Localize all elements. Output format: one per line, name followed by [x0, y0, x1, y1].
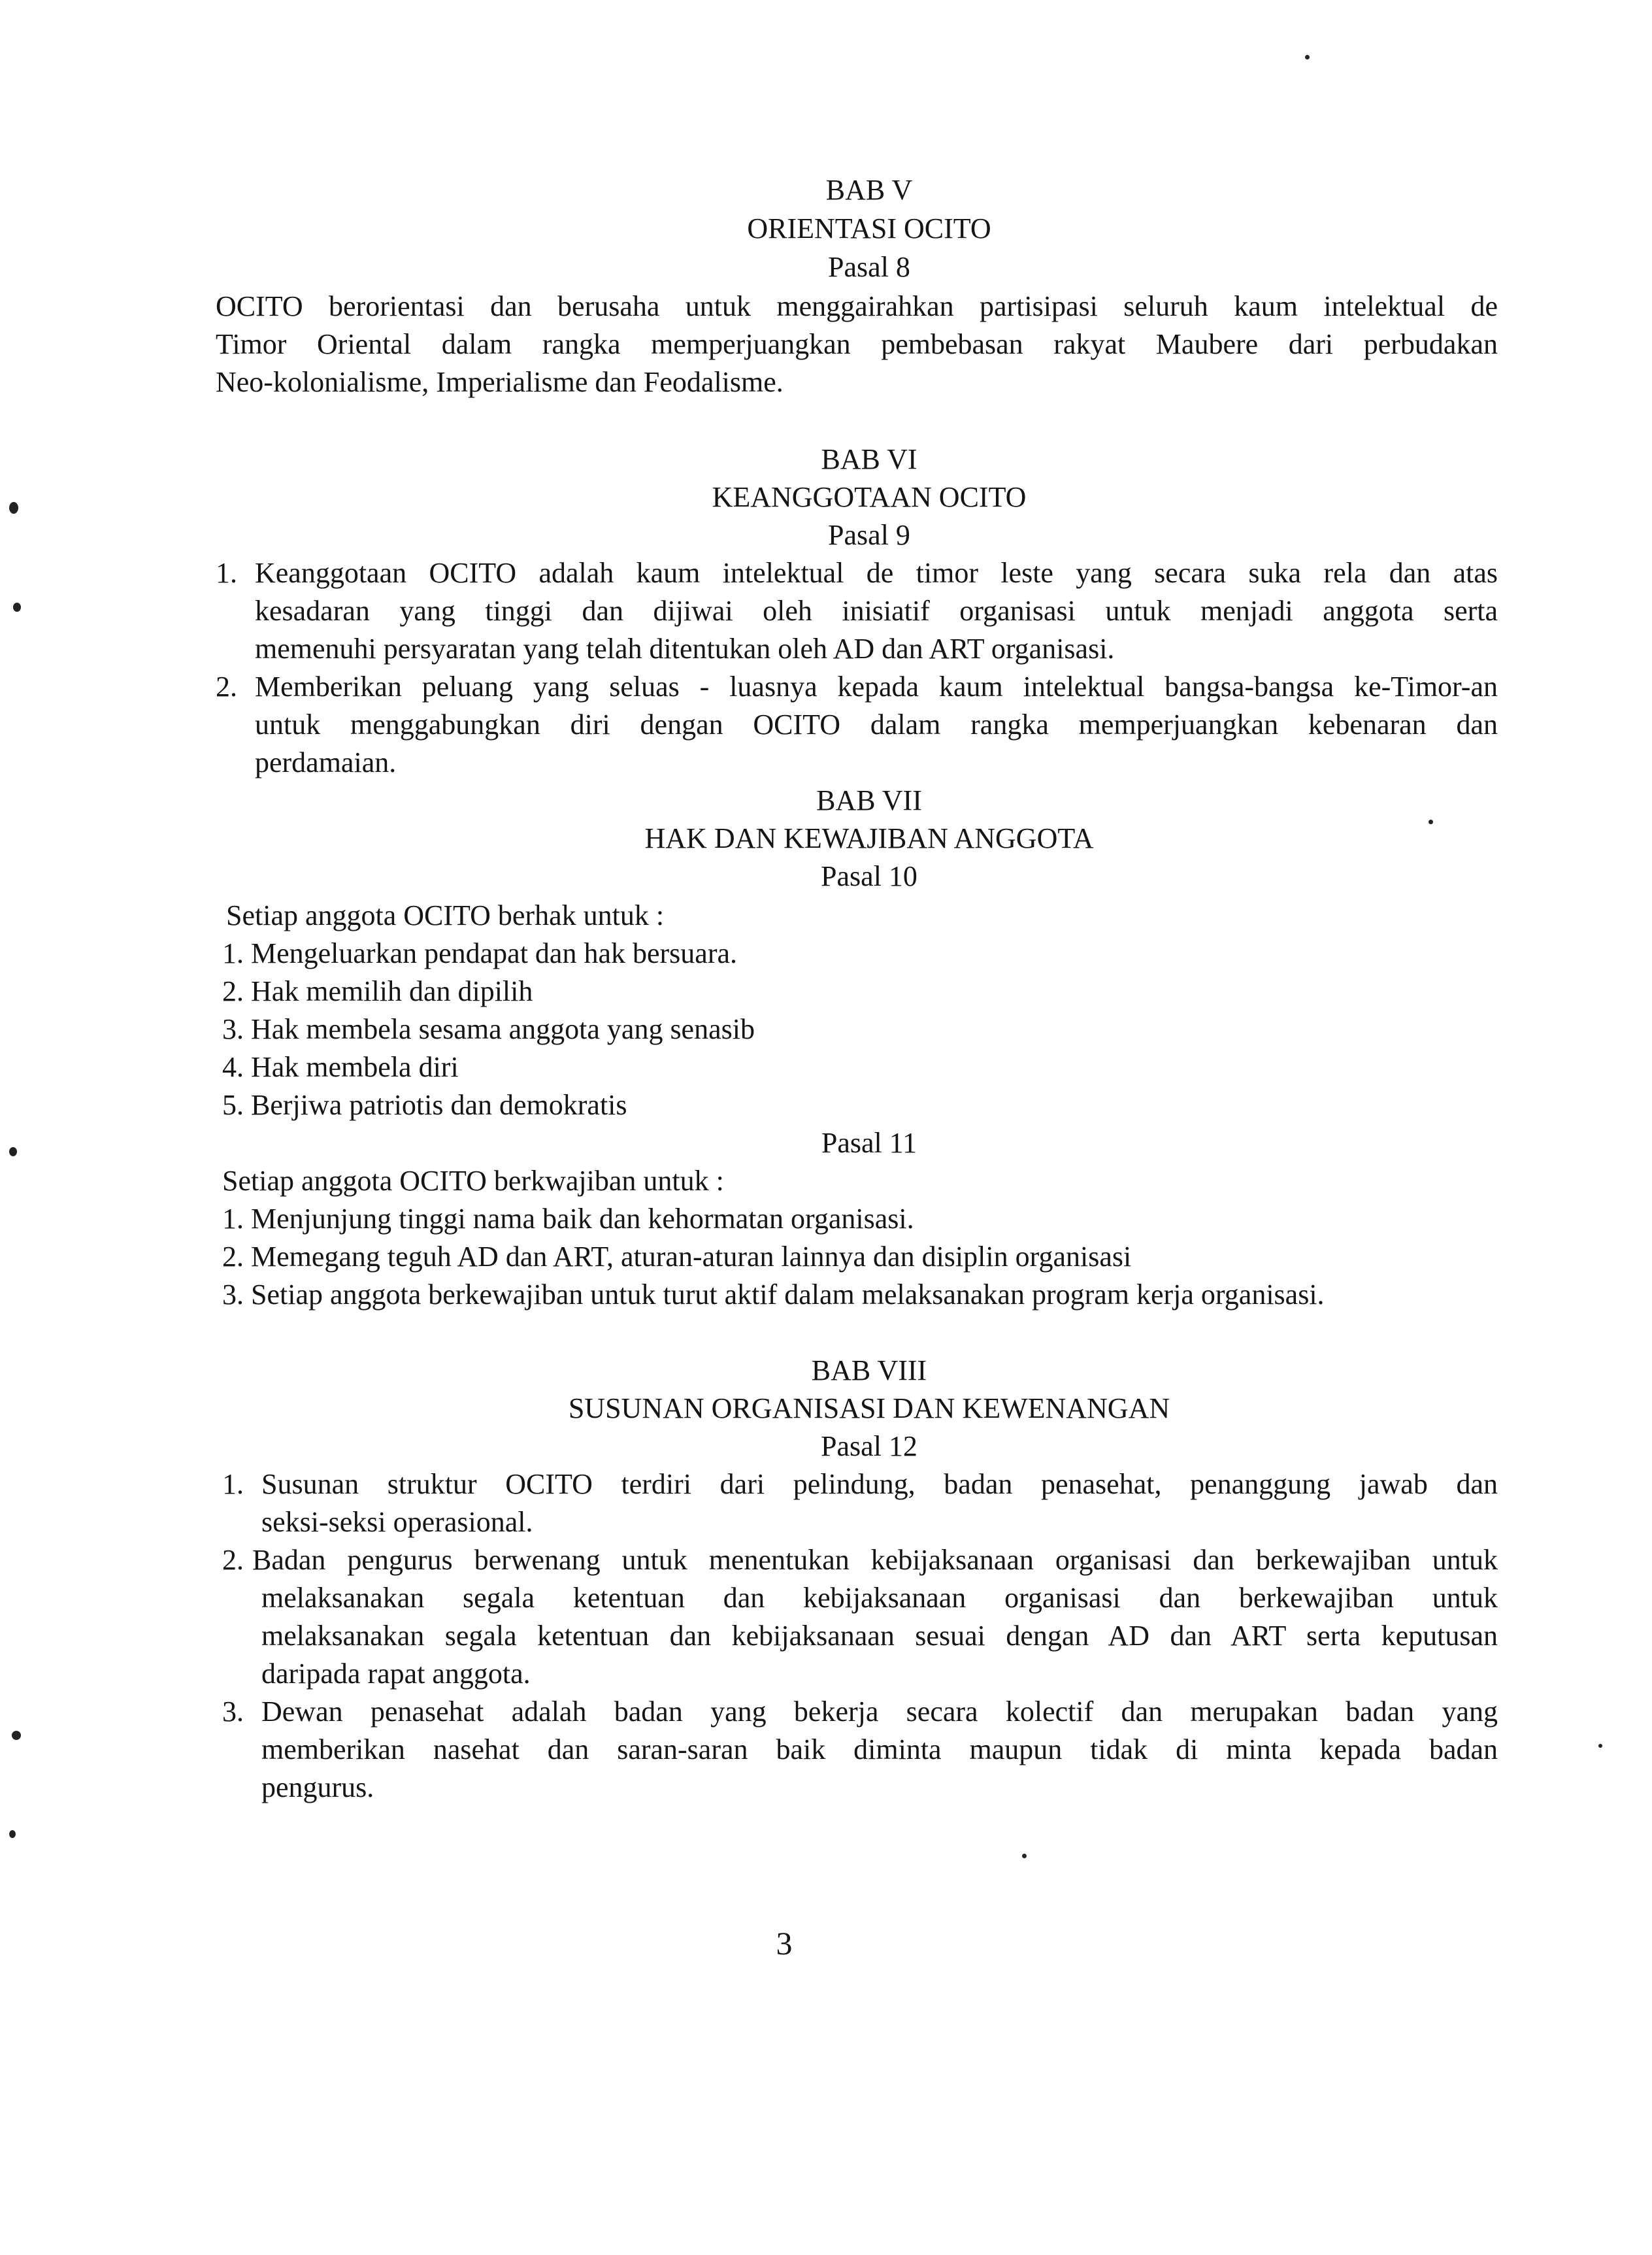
pasal-8-heading: Pasal 8: [828, 251, 910, 283]
bab-8-item-3-line-1: Dewan penasehat adalah badan yang bekerja secara kolectif dan merupakan badan yang: [261, 1695, 1498, 1728]
scan-speck: [9, 1830, 16, 1838]
bab-8-item-2-number: 2.: [222, 1544, 244, 1576]
bab-8-item-2-line-2: melaksanakan segala ketentuan dan kebijaksanaan organisasi dan berkewajiban untuk: [261, 1582, 1498, 1614]
bab-8-item-2-line-4: daripada rapat anggota.: [261, 1658, 531, 1690]
right-item-3: 3. Hak membela sesama anggota yang senasib: [222, 1013, 755, 1045]
bab-8-item-1-line-2: seksi-seksi operasional.: [261, 1506, 533, 1538]
scan-speck: [1429, 820, 1433, 824]
right-item-1: 1. Mengeluarkan pendapat dan hak bersuara.: [222, 937, 738, 969]
scan-speck: [1022, 1854, 1027, 1858]
bab-6-title: KEANGGOTAAN OCITO: [712, 481, 1027, 513]
duty-item-1: 1. Menjunjung tinggi nama baik dan kehormatan organisasi.: [222, 1203, 914, 1235]
pasal-10-intro: Setiap anggota OCITO berhak untuk :: [226, 899, 665, 931]
bab-6-item-2-line-1: Memberikan peluang yang seluas - luasnya kepada kaum intelektual bangsa-bangsa ke-Timor-an: [255, 671, 1498, 703]
bab-7-heading: BAB VII: [816, 784, 922, 816]
duty-item-2: 2. Memegang teguh AD dan ART, aturan-aturan lainnya dan disiplin organisasi: [222, 1241, 1132, 1273]
bab-6-item-2-line-2: untuk menggabungkan diri dengan OCITO dalam rangka memperjuangkan kebenaran dan: [255, 709, 1498, 741]
bab-8-title: SUSUNAN ORGANISASI DAN KEWENANGAN: [568, 1392, 1170, 1424]
right-item-5: 5. Berjiwa patriotis dan demokratis: [222, 1089, 627, 1121]
bab-5-title: ORIENTASI OCITO: [747, 212, 991, 244]
pasal-10-heading: Pasal 10: [821, 860, 917, 892]
scan-speck: [1305, 55, 1310, 59]
bab-6-item-1-line-3: memenuhi persyaratan yang telah ditentukan oleh AD dan ART organisasi.: [255, 633, 1115, 665]
bab-6-item-2-number: 2.: [216, 671, 237, 703]
bab-6-item-1-line-2: kesadaran yang tinggi dan dijiwai oleh inisiatif organisasi untuk menjadi anggota serta: [255, 595, 1498, 627]
scan-speck: [12, 1731, 21, 1740]
bab-5-line-3: Neo-kolonialisme, Imperialisme dan Feodalisme.: [216, 366, 784, 398]
pasal-9-heading: Pasal 9: [828, 519, 910, 551]
bab-8-item-1-number: 1.: [222, 1468, 244, 1500]
bab-8-item-3-line-2: memberikan nasehat dan saran-saran baik diminta maupun tidak di minta kepada badan: [261, 1733, 1498, 1765]
bab-5-line-2: Timor Oriental dalam rangka memperjuangkan pembebasan rakyat Maubere dari perbudakan: [216, 328, 1498, 360]
scan-speck: [1598, 1744, 1602, 1748]
scan-speck: [9, 1147, 17, 1156]
pasal-12-heading: Pasal 12: [821, 1430, 917, 1462]
bab-5-line-1: OCITO berorientasi dan berusaha untuk menggairahkan partisipasi seluruh kaum intelektual de: [216, 290, 1498, 322]
bab-6-item-1-line-1: Keanggotaan OCITO adalah kaum intelektual de timor leste yang secara suka rela dan atas: [255, 557, 1498, 589]
bab-7-title: HAK DAN KEWAJIBAN ANGGOTA: [644, 822, 1094, 854]
scan-speck: [13, 603, 21, 612]
bab-6-heading: BAB VI: [821, 443, 917, 475]
bab-8-item-3-number: 3.: [222, 1695, 244, 1728]
bab-8-item-2-line-3: melaksanakan segala ketentuan dan kebijaksanaan sesuai dengan AD dan ART serta keputusan: [261, 1620, 1498, 1652]
duty-item-3: 3. Setiap anggota berkewajiban untuk turut aktif dalam melaksanakan program kerja organisasi.: [222, 1278, 1325, 1311]
bab-8-item-1-line-1: Susunan struktur OCITO terdiri dari pelindung, badan penasehat, penanggung jawab dan: [261, 1468, 1498, 1500]
right-item-4: 4. Hak membela diri: [222, 1051, 459, 1083]
page-number: 3: [776, 1925, 793, 1962]
bab-6-item-1-number: 1.: [216, 557, 237, 589]
pasal-11-intro: Setiap anggota OCITO berkwajiban untuk :: [222, 1165, 724, 1197]
bab-6-item-2-line-3: perdamaian.: [255, 746, 397, 778]
bab-5-heading: BAB V: [825, 174, 913, 206]
right-item-2: 2. Hak memilih dan dipilih: [222, 975, 533, 1007]
bab-8-heading: BAB VIII: [811, 1354, 927, 1386]
bab-8-item-2-line-1: Badan pengurus berwenang untuk menentukan kebijaksanaan organisasi dan berkewajiban untuk: [252, 1544, 1498, 1576]
scan-speck: [9, 502, 18, 514]
pasal-11-heading: Pasal 11: [821, 1127, 917, 1159]
bab-8-item-3-line-3: pengurus.: [261, 1771, 374, 1803]
